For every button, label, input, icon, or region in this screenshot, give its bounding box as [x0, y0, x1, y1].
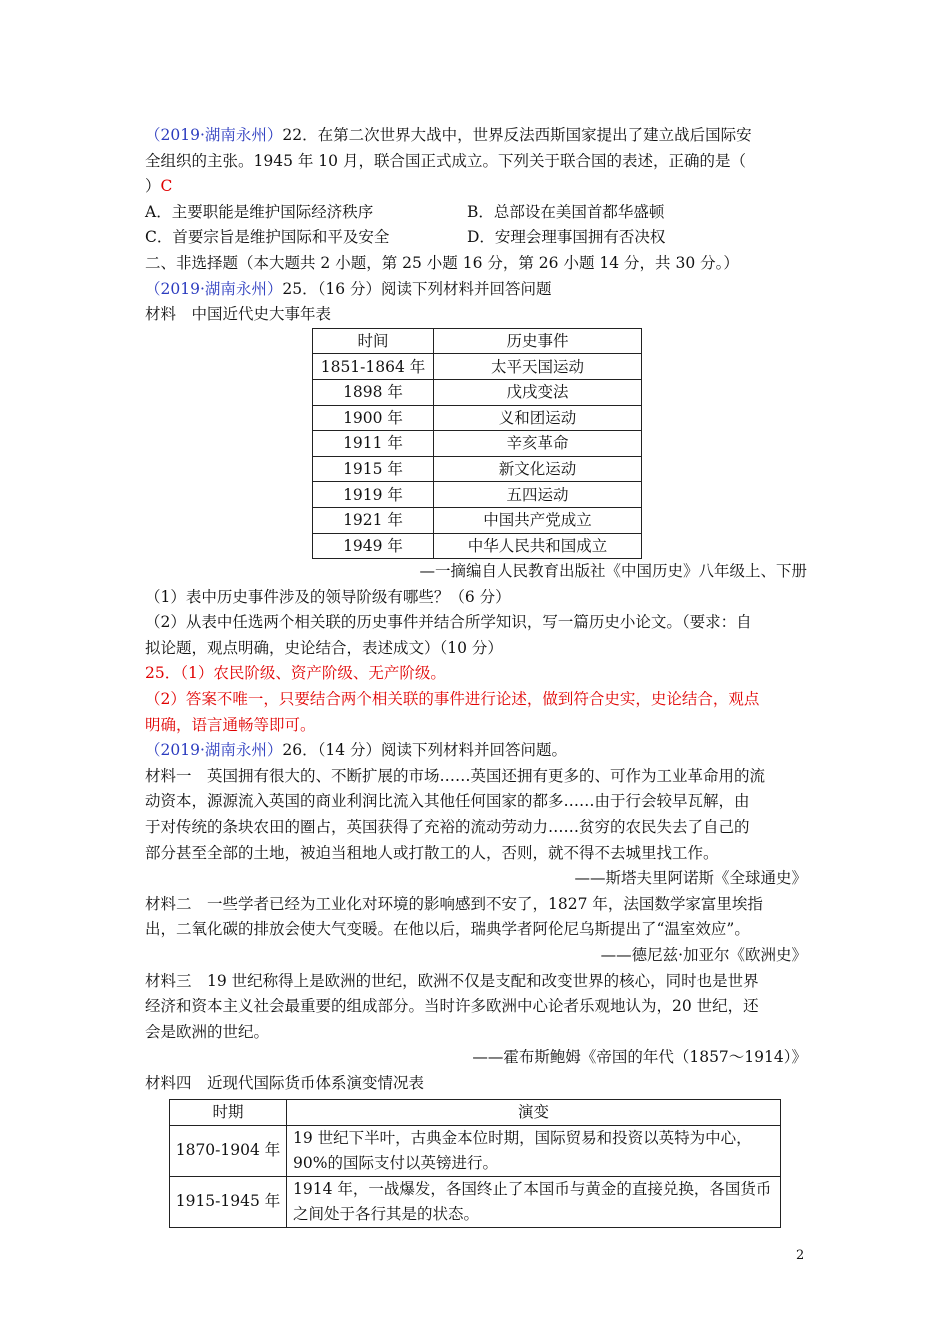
table-row: 1915-1945 年 1914 年，一战爆发，各国终止了本国币与黄金的直接兑换，各国货币之间处于各行其是的状态。: [170, 1176, 781, 1227]
document-page: [145, 123, 807, 1228]
option-b: B．总部设在美国首都华盛顿: [467, 202, 665, 221]
q25-stem: （2019·湖南永州）25．（16 分）阅读下列材料并回答问题: [145, 279, 552, 298]
q22-line2: 全组织的主张。1945 年 10 月，联合国正式成立。下列关于联合国的表述，正确的是（: [145, 151, 746, 170]
option-a: A．主要职能是维护国际经济秩序: [145, 202, 374, 221]
table-row: 1898 年 戊戌变法: [313, 379, 642, 405]
table-row: 1851-1864 年 太平天国运动: [313, 354, 642, 380]
table-row: 1870-1904 年 19 世纪下半叶，古典金本位时期，国际贸易和投资以英特为中心，90%的国际支付以英镑进行。: [170, 1125, 781, 1176]
q26-source: （2019·湖南永州）: [145, 741, 283, 760]
header-period: 时期: [170, 1099, 287, 1125]
material1-line: 材料一 英国拥有很大的、不断扩展的市场……英国还拥有更多的、可作为工业革命用的流: [145, 766, 766, 785]
table-header-row: [313, 328, 642, 354]
table-row: 1949 年 中华人民共和国成立: [313, 533, 642, 559]
q22-source: （2019·湖南永州）: [145, 126, 283, 144]
table-header-row: [170, 1099, 781, 1125]
material1-line: 部分甚至全部的土地，被迫当租地人或打散工的人，否则，就不得不去城里找工作。: [145, 843, 719, 862]
q25-citation: —一摘编自人民教育出版社《中国历史》八年级上、下册: [419, 562, 807, 581]
table-row: 1900 年 义和团运动: [313, 405, 642, 431]
q25-sub2-line1: （2）从表中任选两个相关联的历史事件并结合所学知识，写一篇历史小论文。（要求：自: [145, 613, 752, 632]
q22-line1: （2019·湖南永州）22．在第二次世界大战中，世界反法西斯国家提出了建立战后国际安: [145, 126, 752, 144]
q25-answer2-line1: （2）答案不唯一，只要结合两个相关联的事件进行论述，做到符合史实，史论结合，观点: [145, 690, 760, 709]
table-row: 1921 年 中国共产党成立: [313, 507, 642, 533]
option-c: C．首要宗旨是维护国际和平及安全: [145, 228, 390, 247]
q26-stem: （2019·湖南永州）26．（14 分）阅读下列材料并回答问题。: [145, 741, 567, 760]
material2-line: 材料二 一些学者已经为工业化对环境的影响感到不安了，1827 年，法国数学家富里埃指: [145, 894, 763, 913]
material1-line: 动资本，源源流入英国的商业利润比流入其他任何国家的都多……由于行会较早瓦解，由: [145, 792, 750, 811]
option-d: D．安理会理事国拥有否决权: [467, 228, 666, 247]
q25-sub2-line2: 拟论题，观点明确，史论结合，表述成文）（10 分）: [145, 638, 503, 657]
currency-system-table: [169, 1099, 781, 1228]
q25-material-title: 材料 中国近代史大事年表: [145, 305, 332, 324]
material2-line: 出，二氧化碳的排放会使大气变暖。在他以后，瑞典学者阿伦尼乌斯提出了“温室效应”。: [145, 920, 750, 939]
material4-title: 材料四 近现代国际货币体系演变情况表: [145, 1073, 425, 1092]
q25-source: （2019·湖南永州）: [145, 279, 283, 298]
q22-answer: C: [160, 177, 173, 196]
header-evolution: 演变: [287, 1099, 781, 1125]
material1-line: 于对传统的条块农田的圈占，英国获得了充裕的流动劳动力……贫穷的农民失去了自己的: [145, 818, 750, 837]
material3-line: 经济和资本主义社会最重要的组成部分。当时许多欧洲中心论者乐观地认为，20 世纪，还: [145, 997, 759, 1016]
q22-options-row1: [145, 200, 807, 226]
material2-citation: ——德尼兹·加亚尔《欧洲史》: [600, 946, 807, 964]
material3-line: 材料三 19 世纪称得上是欧洲的世纪，欧洲不仅是支配和改变世界的核心，同时也是世界: [145, 971, 759, 990]
table-row: 1919 年 五四运动: [313, 482, 642, 508]
q25-sub1: （1）表中历史事件涉及的领导阶级有哪些？（6 分）: [145, 587, 511, 606]
q22-line3: ）C: [145, 177, 173, 196]
chronology-table: [312, 328, 642, 559]
page-number: 2: [796, 1248, 805, 1263]
header-time: 时间: [313, 328, 434, 354]
table-row: 1915 年 新文化运动: [313, 456, 642, 482]
material3-citation: ——霍布斯鲍姆《帝国的年代（1857～1914）》: [472, 1048, 807, 1067]
header-event: 历史事件: [434, 328, 642, 354]
material3-line: 会是欧洲的世纪。: [145, 1022, 270, 1041]
table-row: 1911 年 辛亥革命: [313, 431, 642, 457]
q25-answer1: 25．（1）农民阶级、资产阶级、无产阶级。: [145, 664, 446, 683]
q22-options-row2: [145, 225, 807, 251]
q25-answer2-line2: 明确，语言通畅等即可。: [145, 715, 316, 734]
material1-citation: ——斯塔夫里阿诺斯《全球通史》: [574, 869, 807, 888]
section-heading: 二、非选择题（本大题共 2 小题，第 25 小题 16 分，第 26 小题 14 分，共 30 分。）: [145, 253, 739, 272]
